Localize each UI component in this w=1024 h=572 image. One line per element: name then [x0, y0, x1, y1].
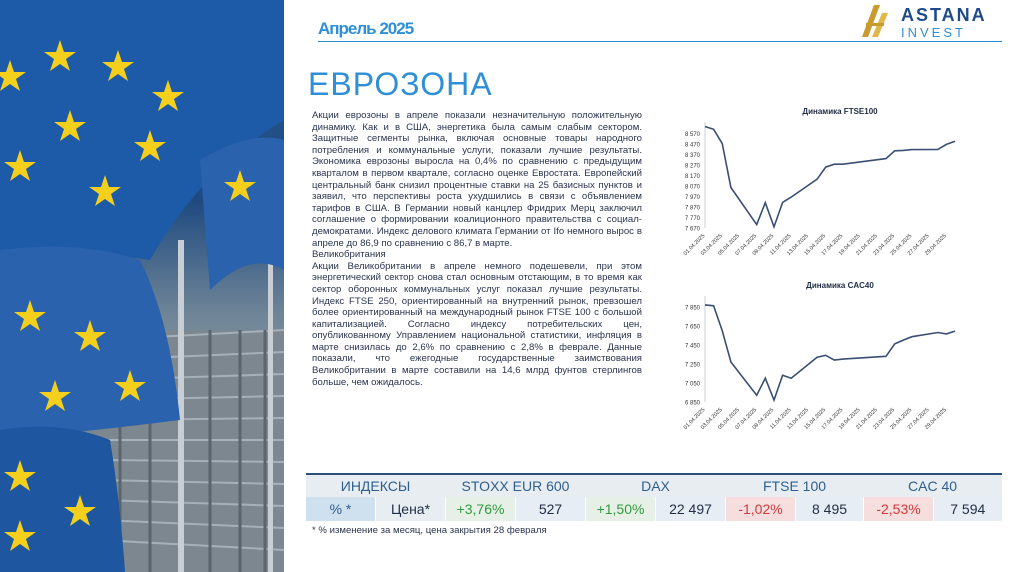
y-tick-label: 8 370 — [684, 152, 700, 159]
y-tick-label: 8 070 — [684, 184, 700, 191]
dax-pct: +1,50% — [586, 497, 656, 521]
ftse-pct: -1,02% — [726, 497, 796, 521]
x-tick-label: 21.04.2025 — [855, 233, 879, 257]
header-cac: CAC 40 — [864, 474, 1002, 497]
x-tick-label: 11.04.2025 — [769, 407, 793, 431]
ftse100-chart — [655, 100, 985, 275]
eurozone-paragraph: Акции еврозоны в апреле показали незначительную положительную динамику. Как и в США, энергетика была самым слабым сектором. Защитные сегменты рынка, включая основные товары народного потребления и коммунальные услуги, показали лучшие результаты. Экономика еврозоны выросла на 0,4% по сравнению с предыдущим кварталом в первом квартале, согласно оценке Евростата. Европейский центральный банк снизил процентные ставки на 25 базисных пунктов и заявил, что перспективы роста ухудшились в связи с объявлением тарифов в США. В Германии новый канцлер Фридрих Мерц заключил соглашение о формировании коалиционного правительства с социал-демократами. Индекс делового климата Германии от Ifo немного вырос в апреле до 86,9 по сравнению с 86,7 в марте. — [312, 110, 642, 249]
uk-heading: Великобритания — [312, 249, 386, 261]
x-tick-label: 17.04.2025 — [820, 407, 845, 431]
dax-price: 22 497 — [656, 497, 726, 521]
x-tick-label: 27.04.2025 — [906, 233, 931, 257]
header-divider — [318, 41, 1002, 42]
table-header-row — [306, 474, 1002, 497]
x-tick-label: 25.04.2025 — [889, 407, 914, 431]
y-tick-label: 7 970 — [684, 194, 700, 201]
row-label-pct: % * — [306, 497, 376, 521]
y-tick-label: 6 850 — [684, 400, 700, 407]
y-tick-label: 8 470 — [684, 142, 700, 149]
page-title: ЕВРОЗОНА — [308, 66, 493, 102]
y-tick-label: 7 850 — [684, 305, 700, 312]
x-tick-label: 13.04.2025 — [786, 407, 810, 431]
y-tick-label: 8 270 — [684, 163, 700, 170]
series-line — [705, 305, 955, 400]
stoxx-price: 527 — [516, 497, 586, 521]
header-dax: DAX — [586, 474, 726, 497]
y-tick-label: 8 570 — [684, 131, 700, 138]
chart-title: Динамика CAC40 — [806, 281, 874, 290]
x-tick-label: 11.04.2025 — [769, 233, 793, 257]
x-tick-label: 05.04.2025 — [717, 233, 741, 257]
cac-price: 7 594 — [934, 497, 1002, 521]
x-tick-label: 29.04.2025 — [924, 233, 948, 257]
table-row — [306, 497, 1002, 521]
cac40-chart-svg — [655, 274, 985, 444]
x-tick-label: 13.04.2025 — [786, 233, 810, 257]
x-tick-label: 25.04.2025 — [889, 233, 914, 257]
x-tick-label: 27.04.2025 — [906, 407, 931, 431]
logo-word: ASTANA — [901, 5, 987, 25]
x-tick-label: 07.04.2025 — [734, 407, 759, 431]
logo-sub: INVEST — [901, 25, 966, 40]
x-tick-label: 17.04.2025 — [820, 233, 845, 257]
eu-flags-illustration — [0, 0, 284, 572]
x-tick-label: 05.04.2025 — [717, 407, 741, 431]
x-tick-label: 09.04.2025 — [751, 407, 776, 431]
x-tick-label: 29.04.2025 — [924, 407, 948, 431]
x-tick-label: 03.04.2025 — [699, 407, 724, 431]
x-tick-label: 01.04.2025 — [682, 407, 707, 431]
row-label-price: Цена* — [376, 497, 446, 521]
logo-mark-icon — [858, 3, 892, 39]
uk-paragraph: Акции Великобритании в апреле немного подешевели, при этом энергетический сектор снова стал основным отстающим, в то время как сектор оборонных коммунальных услуг показал лучшие результаты. Индекс FTSE 250, ориентированный на внутренний рынок, превзошел более ориентированный на международный рынок FTSE 100 с большой капитализацией. Согласно индексу потребительских цен, опубликованному Управлением национальной статистики, инфляция в марте снизилась до 2,6% по сравнению с 2,8% в феврале. Данные показали, что ежегодные государственные заимствования Великобритании в марте составили на 14,6 млрд фунтов стерлингов больше, чем ожидалось. — [312, 260, 642, 388]
y-tick-label: 7 050 — [684, 381, 700, 388]
y-tick-label: 7 670 — [684, 226, 700, 233]
header-ftse: FTSE 100 — [726, 474, 864, 497]
x-tick-label: 21.04.2025 — [855, 407, 879, 431]
chart-title: Динамика FTSE100 — [802, 107, 878, 116]
stoxx-pct: +3,76% — [446, 497, 516, 521]
x-tick-label: 07.04.2025 — [734, 233, 759, 257]
cac-pct: -2,53% — [864, 497, 934, 521]
y-tick-label: 7 770 — [684, 215, 700, 222]
header-indices: ИНДЕКСЫ — [306, 474, 446, 497]
y-tick-label: 7 450 — [684, 343, 700, 350]
eu-flags-photo — [0, 0, 284, 572]
x-tick-label: 19.04.2025 — [837, 233, 862, 257]
astana-invest-logo — [858, 3, 1018, 39]
cac40-chart — [655, 274, 985, 449]
x-tick-label: 09.04.2025 — [751, 233, 776, 257]
indices-table — [305, 473, 1001, 521]
header-stoxx: STOXX EUR 600 — [446, 474, 586, 497]
ftse-price: 8 495 — [796, 497, 864, 521]
report-date: Апрель 2025 — [318, 19, 414, 38]
x-tick-label: 03.04.2025 — [699, 233, 724, 257]
x-tick-label: 01.04.2025 — [682, 233, 707, 257]
y-tick-label: 7 250 — [684, 362, 700, 369]
x-tick-label: 15.04.2025 — [803, 407, 828, 431]
y-tick-label: 7 870 — [684, 205, 700, 212]
x-tick-label: 19.04.2025 — [837, 407, 862, 431]
series-line — [705, 127, 955, 227]
body-text — [312, 110, 642, 388]
y-tick-label: 8 170 — [684, 173, 700, 180]
x-tick-label: 15.04.2025 — [803, 233, 828, 257]
ftse100-chart-svg — [655, 100, 985, 270]
x-tick-label: 23.04.2025 — [872, 407, 897, 431]
x-tick-label: 23.04.2025 — [872, 233, 897, 257]
y-tick-label: 7 650 — [684, 324, 700, 331]
footnote: * % изменение за месяц, цена закрытия 28 февраля — [312, 525, 547, 536]
